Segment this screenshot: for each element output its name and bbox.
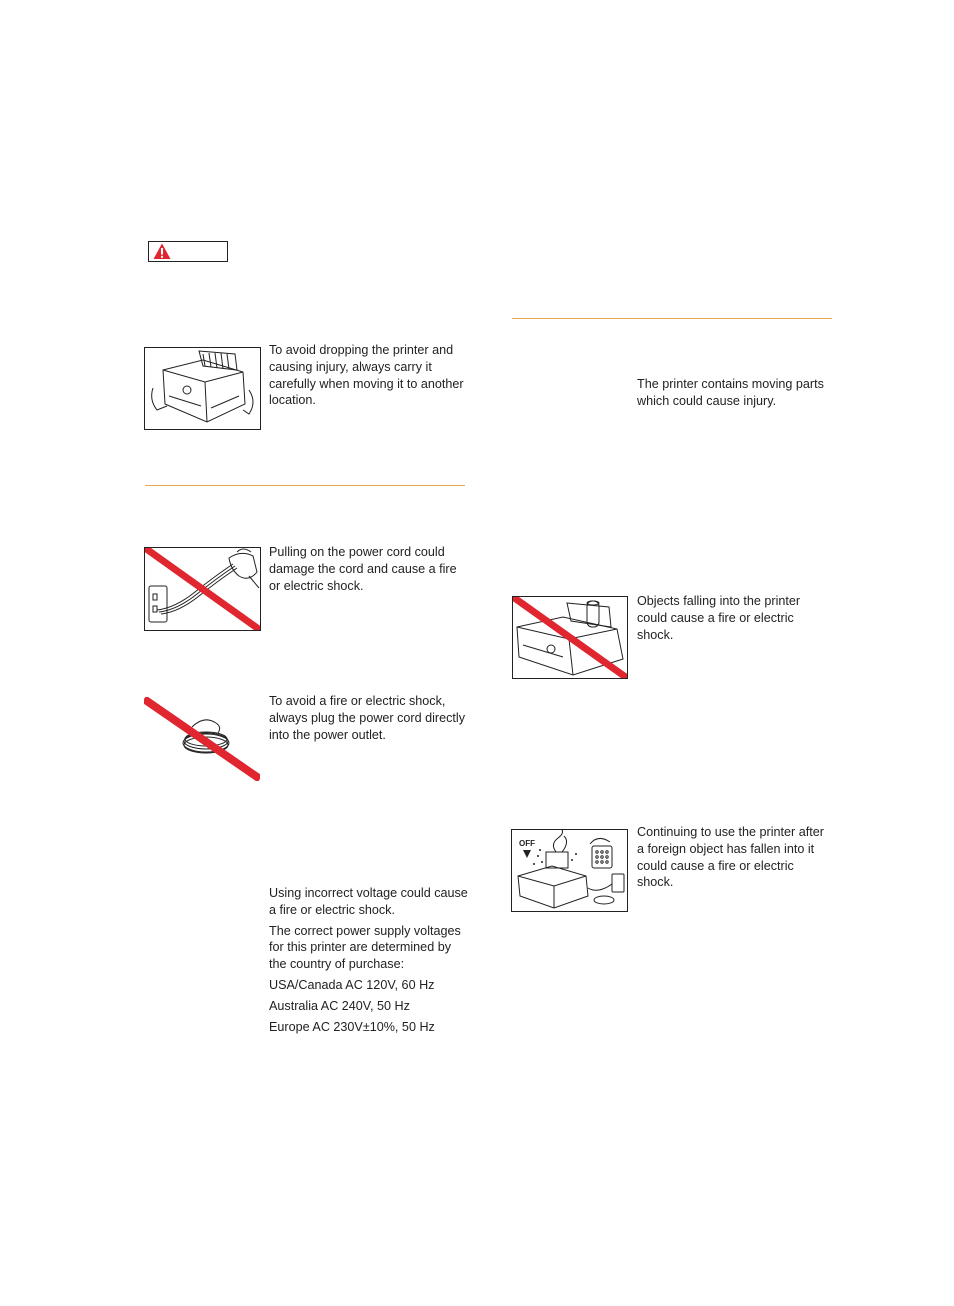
- off-arrow-icon: [523, 850, 531, 858]
- section-rule-right: [512, 318, 832, 319]
- foreign-object-illustration: [511, 829, 628, 912]
- section-rule-left: [145, 485, 465, 486]
- warning-triangle-icon: [152, 242, 172, 261]
- carry-text: To avoid dropping the printer and causing injury, always carry it carefully when moving it to another location.: [269, 343, 464, 408]
- objects-falling-illustration: [512, 596, 628, 679]
- moving-parts-text: The printer contains moving parts which could cause injury.: [637, 377, 824, 408]
- cord-pull-text: Pulling on the power cord could damage the cord and cause a fire or electric shock.: [269, 545, 457, 593]
- warning-badge: [148, 241, 228, 262]
- coiled-cord-illustration: [144, 697, 260, 781]
- foreign-object-text: Continuing to use the printer after a foreign object has fallen into it could cause a fire or electric shock.: [637, 825, 824, 890]
- voltage-block: [269, 885, 469, 1035]
- printer-carry-illustration: [144, 347, 261, 430]
- off-label: OFF: [519, 839, 535, 848]
- voltage-australia: Australia AC 240V, 50 Hz: [269, 998, 410, 1013]
- voltage-usa: USA/Canada AC 120V, 60 Hz: [269, 977, 435, 992]
- objects-falling-text: Objects falling into the printer could cause a fire or electric shock.: [637, 594, 801, 642]
- voltage-text-2: The correct power supply voltages for this printer are determined by the country of purchase:: [269, 923, 461, 972]
- plug-direct-text: To avoid a fire or electric shock, always plug the power cord directly into the power outlet.: [269, 694, 465, 742]
- prohibit-slash: [513, 597, 627, 678]
- prohibit-slash: [145, 548, 260, 630]
- prohibit-slash: [144, 699, 260, 779]
- voltage-europe: Europe AC 230V±10%, 50 Hz: [269, 1019, 435, 1034]
- cord-pull-illustration: [144, 547, 261, 631]
- voltage-text-1: Using incorrect voltage could cause a fire or electric shock.: [269, 886, 468, 917]
